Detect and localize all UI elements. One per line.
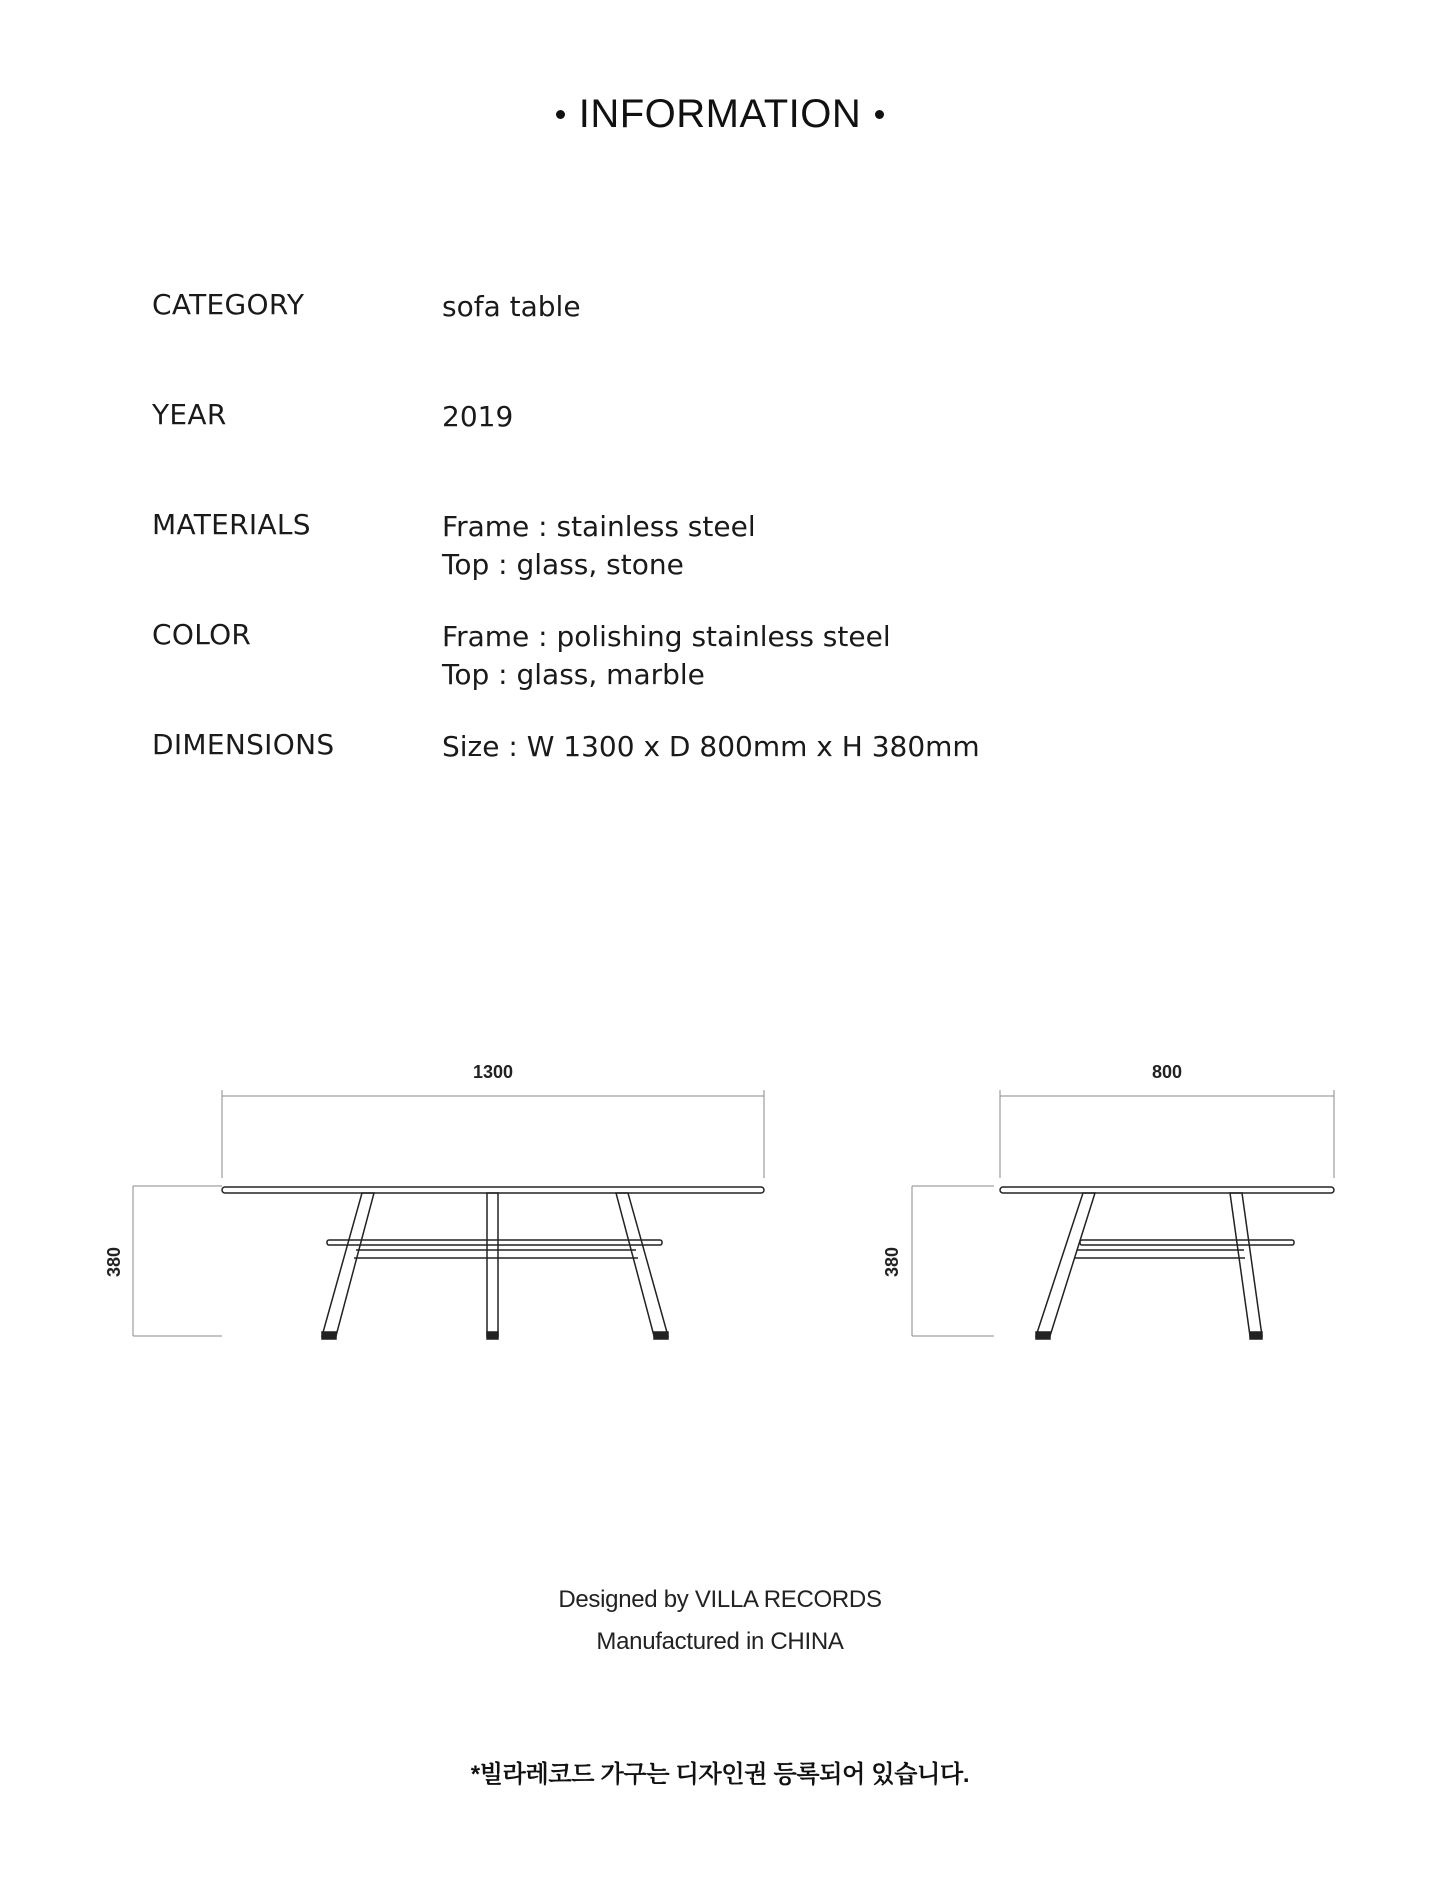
spec-label: COLOR xyxy=(152,618,252,651)
spec-value xyxy=(442,618,891,694)
spec-label: MATERIALS xyxy=(152,508,311,541)
bullet-dot-icon xyxy=(556,110,565,119)
spec-value xyxy=(442,398,513,436)
spec-label: CATEGORY xyxy=(152,288,305,321)
spec-label: YEAR xyxy=(152,398,227,431)
bullet-dot-icon xyxy=(875,110,884,119)
title-text: INFORMATION xyxy=(578,92,862,136)
side-view-drawing xyxy=(912,1090,1334,1339)
spec-value-line: Frame : polishing stainless steel xyxy=(442,620,891,653)
spec-value xyxy=(442,288,581,326)
side-width-label: 800 xyxy=(1151,1062,1183,1082)
spec-value xyxy=(442,508,756,584)
spec-value-line: Size : W 1300 x D 800mm x H 380mm xyxy=(442,730,980,763)
design-registration-notice: *빌라레코드 가구는 디자인권 등록되어 있습니다. xyxy=(470,1761,970,1788)
front-width-label: 1300 xyxy=(472,1062,514,1082)
spec-label: DIMENSIONS xyxy=(152,728,335,761)
spec-value xyxy=(442,728,980,766)
designed-by-credit: Designed by VILLA RECORDS xyxy=(558,1586,882,1613)
spec-value-line: sofa table xyxy=(442,290,581,323)
side-height-label: 380 xyxy=(882,1246,902,1278)
spec-value-line: Top : glass, stone xyxy=(442,548,684,581)
spec-value-line: 2019 xyxy=(442,400,514,433)
page-title xyxy=(0,92,1440,137)
spec-value-line: Top : glass, marble xyxy=(442,658,705,691)
manufactured-credit: Manufactured in CHINA xyxy=(596,1628,844,1655)
front-height-label: 380 xyxy=(104,1246,124,1278)
table-technical-drawing xyxy=(0,1040,1440,1360)
spec-value-line: Frame : stainless steel xyxy=(442,510,756,543)
front-view-drawing xyxy=(133,1090,764,1339)
